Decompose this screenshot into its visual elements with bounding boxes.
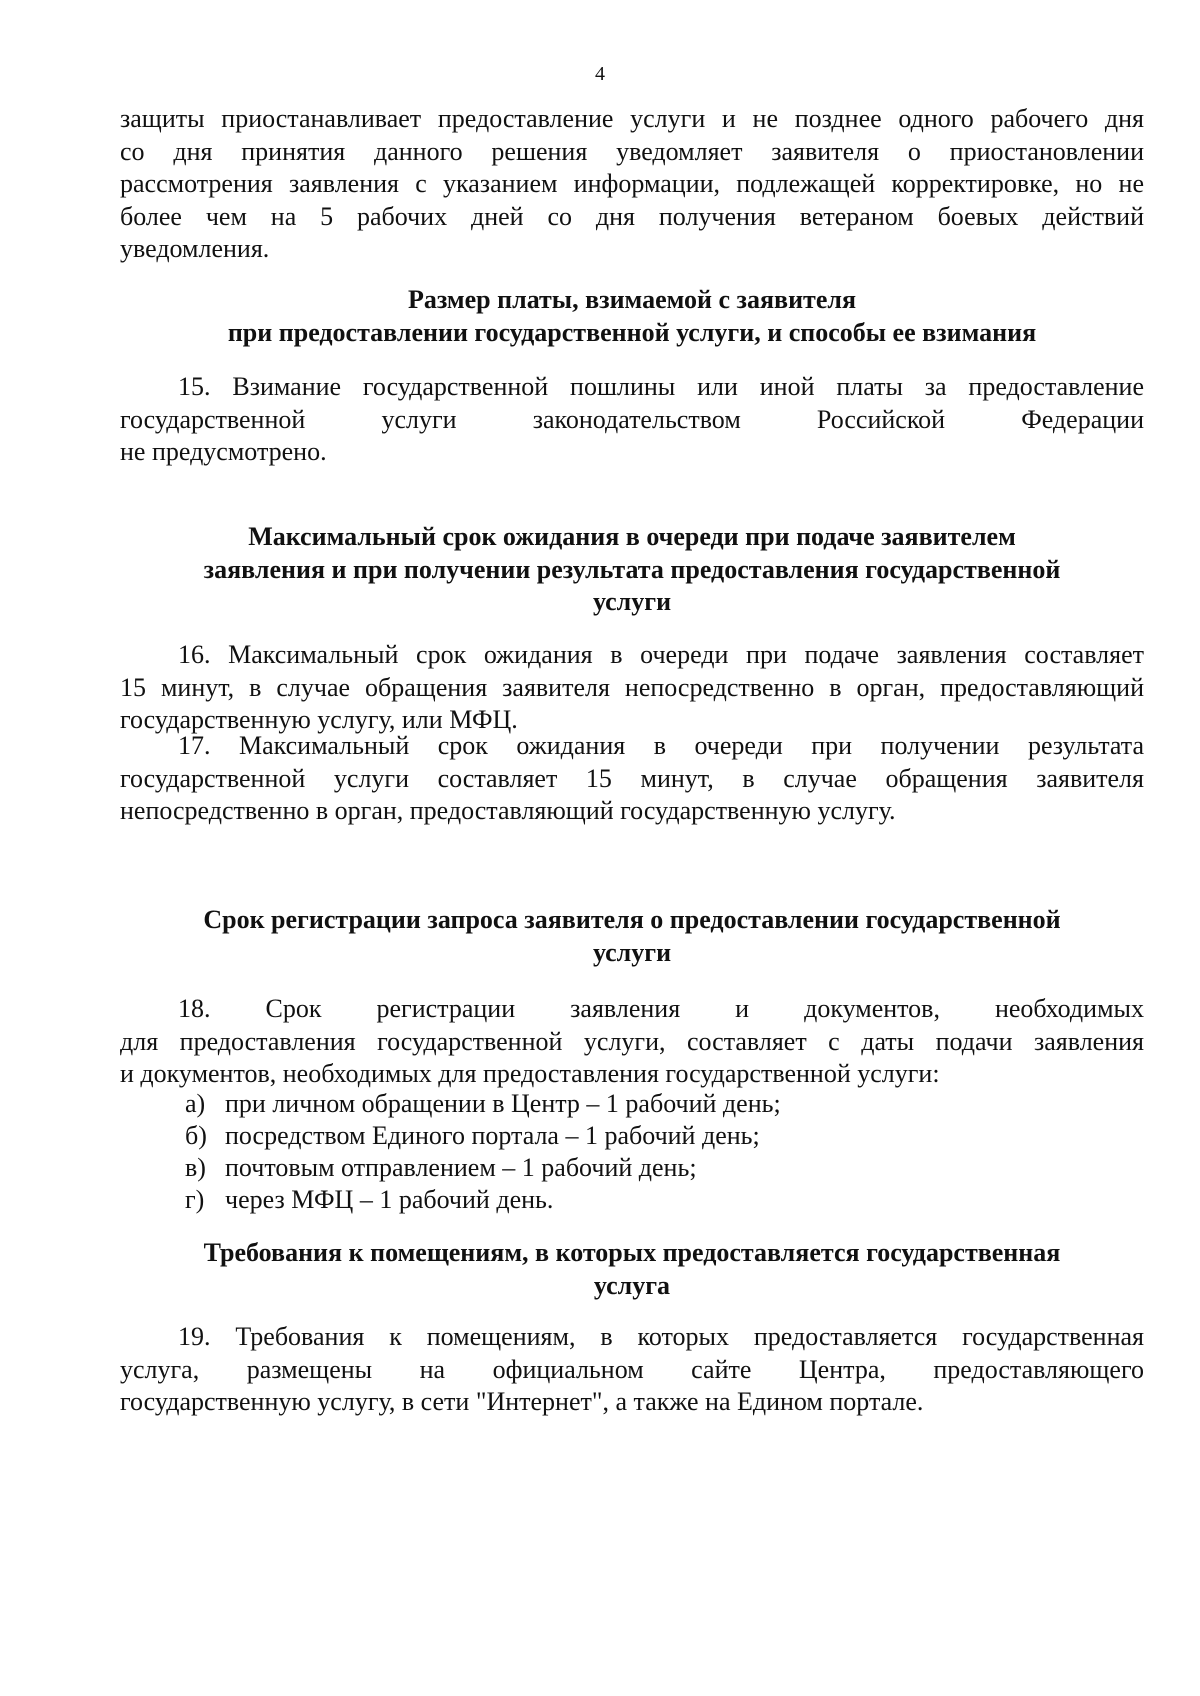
intro-paragraph: [120, 103, 1144, 266]
text-line: со дня принятия данного решения уведомляет заявителя о приостановлении: [120, 136, 1144, 166]
list-marker: б): [185, 1121, 207, 1150]
paragraph-18: [120, 993, 1144, 1091]
text-line: и документов, необходимых для предоставления государственной услуги:: [120, 1059, 940, 1088]
text-line: 19. Требования к помещениям, в которых предоставляется государственная: [178, 1322, 1144, 1351]
list-marker: г): [185, 1185, 205, 1214]
text-line: более чем на 5 рабочих дней со дня получения ветераном боевых действий: [120, 201, 1144, 231]
list-item: [185, 1184, 553, 1217]
text-line: 17. Максимальный срок ожидания в очереди при получении результата: [178, 731, 1144, 760]
heading-line: Размер платы, взимаемой с заявителя: [407, 285, 857, 314]
heading-line: Срок регистрации запроса заявителя о предоставлении государственной: [203, 905, 1061, 934]
text-line: 15 минут, в случае обращения заявителя непосредственно в орган, предоставляющий: [120, 672, 1144, 702]
text-line: государственной услуги составляет 15 минут, в случае обращения заявителя: [120, 763, 1144, 793]
list-item-text: через МФЦ – 1 рабочий день.: [225, 1185, 554, 1214]
paragraph-16: [120, 639, 1144, 737]
list-item-text: почтовым отправлением – 1 рабочий день;: [225, 1153, 697, 1182]
section-heading-premises: [120, 1237, 1144, 1302]
list-item: [185, 1120, 760, 1153]
text-line: рассмотрения заявления с указанием информации, подлежащей корректировке, но не: [120, 169, 1144, 198]
text-line: 18. Срок регистрации заявления и документов, необходимых: [178, 994, 1144, 1023]
list-item-text: при личном обращении в Центр – 1 рабочий день;: [225, 1089, 781, 1118]
text-line: государственную услугу, в сети "Интернет", а также на Едином портале.: [120, 1387, 924, 1416]
paragraph-15: [120, 371, 1144, 469]
text-line: 16. Максимальный срок ожидания в очереди при подаче заявления составляет: [178, 640, 1144, 669]
text-line: 15. Взимание государственной пошлины или иной платы за предоставление: [178, 372, 1144, 401]
paragraph-17: [120, 730, 1144, 828]
heading-line: услуги: [592, 937, 672, 967]
section-heading-fee: [120, 284, 1144, 349]
text-line: государственную услугу, или МФЦ.: [120, 705, 518, 734]
list-marker: а): [185, 1089, 206, 1118]
heading-line: при предоставлении государственной услуги, и способы ее взимания: [227, 317, 1037, 347]
text-line: государственной услуги законодательством Российской Федерации: [120, 404, 1144, 434]
paragraph-19: [120, 1321, 1144, 1419]
list-item: [185, 1152, 697, 1185]
text-line: уведомления.: [120, 234, 270, 263]
section-heading-queue: [120, 521, 1144, 619]
heading-line: Максимальный срок ожидания в очереди при подаче заявителем: [248, 522, 1016, 551]
heading-line: заявления и при получении результата предоставления государственной: [203, 554, 1061, 584]
section-heading-registration: [120, 904, 1144, 969]
text-line: защиты приостанавливает предоставление услуги и не позднее одного рабочего дня: [120, 104, 1144, 133]
text-line: для предоставления государственной услуги, составляет с даты подачи заявления: [120, 1026, 1144, 1056]
heading-line: Требования к помещениям, в которых предоставляется государственная: [203, 1238, 1061, 1267]
text-line: не предусмотрено.: [120, 437, 327, 466]
text-line: непосредственно в орган, предоставляющий государственную услугу.: [120, 796, 896, 825]
page-number: 4: [595, 63, 605, 85]
list-item: [185, 1088, 781, 1121]
list-marker: в): [185, 1153, 206, 1182]
list-item-text: посредством Единого портала – 1 рабочий день;: [225, 1121, 760, 1150]
heading-line: услуги: [592, 587, 672, 616]
text-line: услуга, размещены на официальном сайте Центра, предоставляющего: [120, 1354, 1144, 1384]
heading-line: услуга: [593, 1270, 671, 1300]
